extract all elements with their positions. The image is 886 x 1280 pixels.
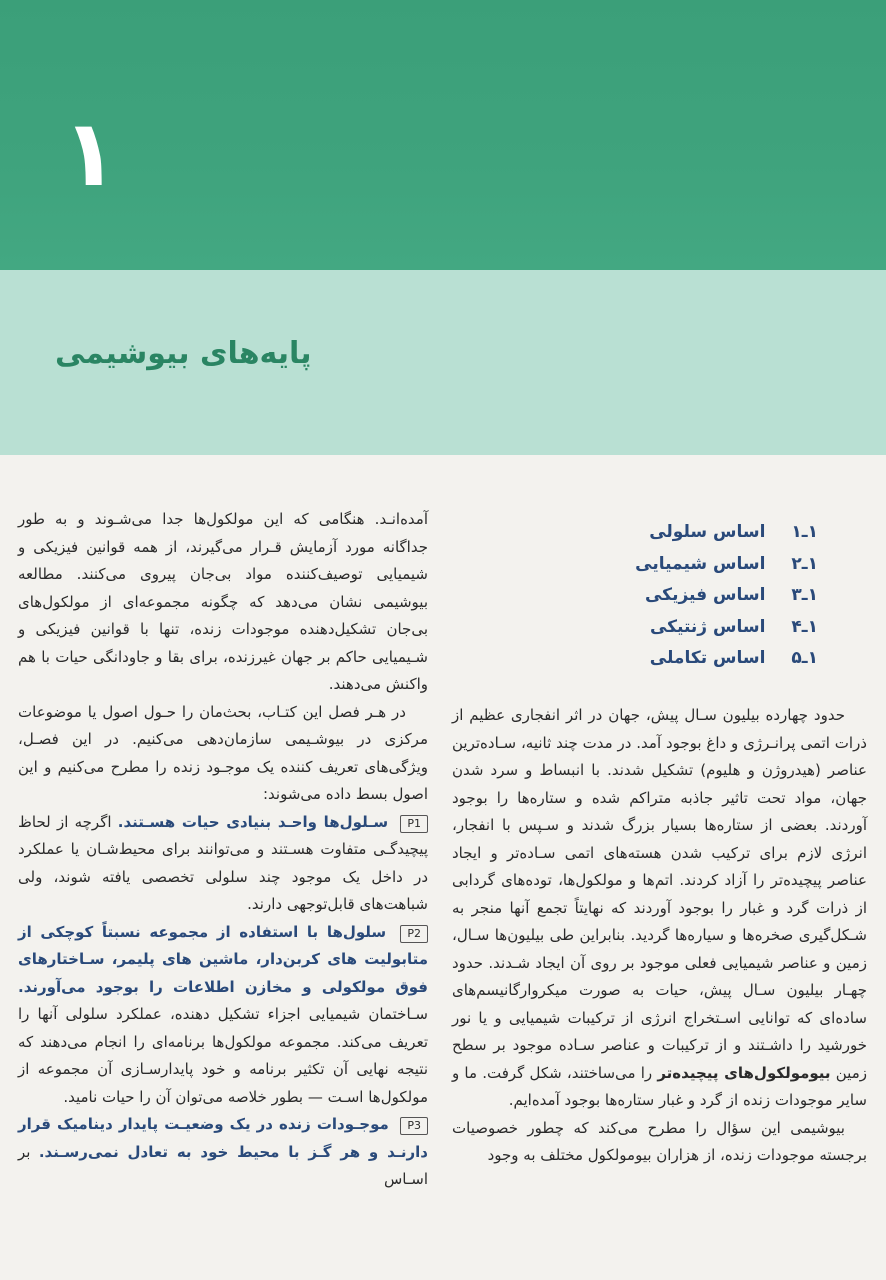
section-label: اساس تکاملی (649, 648, 766, 668)
section-number: ۱ـ۲ (791, 553, 818, 574)
principle-text: اگرچه از لحاظ پیچیدگـی متفاوت هسـتند و می‌توانند برای محیط‌شـان یا عملکرد در داخل یک موجود چند سلولی تخصصی یافته شوند، ولی شباهت‌های قابل‌توجهی دارند. (18, 812, 428, 913)
intro-paragraph (452, 702, 867, 1115)
intro-bold-term: بیومولکول‌های پیچیده‌تر (657, 1063, 831, 1082)
principle-marker: P3 (400, 1117, 428, 1135)
section-label: اساس شیمیایی (635, 553, 766, 574)
section-item[interactable] (635, 648, 818, 680)
section-item[interactable] (635, 585, 818, 617)
chapter-title: پایه‌های بیوشیمی (55, 336, 312, 371)
section-list (635, 522, 818, 680)
principle-statement: سلول‌ها با استفاده از مجموعه نسبتاً کوچکی از متابولیت های کربن‌دار، ماشین های پلیمر، سـاختارهای فوق مولکولی و مخازن اطلاعات را بوجود می‌آورند. (18, 922, 428, 996)
principle-marker: P2 (400, 925, 428, 943)
chapter-header-band (0, 0, 886, 270)
left-text-column (18, 506, 428, 1194)
second-paragraph: بیوشیمی این سؤال را مطرح می‌کند که چطور خصوصیات برجسته موجودات زنده، از هزاران بیومولکول مختلف به وجود (452, 1118, 867, 1164)
section-label: اساس سلولی (649, 522, 766, 542)
section-number: ۱ـ۴ (791, 616, 818, 637)
principle-p1 (18, 809, 428, 919)
section-item[interactable] (635, 554, 818, 586)
section-label: اساس ژنتیکی (649, 616, 766, 637)
principle-statement: سـلول‌ها واحـد بنیادی حیات هسـتند. (117, 812, 389, 831)
section-label: اساس فیزیکی (644, 585, 766, 605)
section-item[interactable] (635, 522, 818, 554)
principle-p3 (18, 1111, 428, 1194)
section-number: ۱ـ۵ (791, 648, 818, 668)
principle-p2 (18, 919, 428, 1112)
principle-text: سـاختمان شیمیایی اجزاء تشکیل دهنده، عملکرد سلولی آنها را تعریف می‌کند. مجموعه مولکول‌ها برنامه‌ای را انجام می‌دهند که نتیجه نهایی آن تکثیر برنامه و خود پایدارسـازی آن مجموعه از مولکول‌ها اسـت — بطور خلاصه می‌توان آن را حیات نامید. (18, 1005, 428, 1106)
principle-text: بر اسـاس (18, 1142, 428, 1188)
intro-text-end: را می‌ساختند، شکل گرفت. ما و سایر موجودات زنده از گرد و غبار ستاره‌ها بوجود آمده‌ایم. (452, 1063, 867, 1109)
right-text-column (452, 702, 867, 1170)
chapter-number: ۱ (62, 100, 119, 207)
principle-statement: موجـودات زنده در یک وضعیـت پایدار دینامیک قرار دارنـد و هر گـز با محیط خود به تعادل نمی‌رسـند. (18, 1115, 428, 1161)
section-number: ۱ـ۳ (791, 585, 818, 605)
section-item[interactable] (635, 617, 818, 649)
section-number: ۱ـ۱ (791, 522, 818, 542)
principles-intro-paragraph: در هـر فصل این کتـاب، بحث‌مان را حـول اصول یا موضوعات مرکزی در بیوشـیمی سازمان‌دهی می‌کنیم. در این فصـل، ویژگی‌های تعریف کننده یک موجـود زنده را مطرح می‌کنیم و این اصول بسط داده می‌شوند: (18, 702, 428, 803)
principle-marker: P1 (400, 815, 428, 833)
intro-text: حدود چهارده بیلیون سـال پیش، جهان در اثر انفجاری عظیم از ذرات اتمی پرانـرژی و داغ بوجود آمد. در مدت چند ثانیه، سـاده‌ترین عناصر (هیدروژن و هلیوم) تشکیل شدند. با انبساط و سرد شدن جهان، مواد تحت تاثیر جاذبه متراکم شده و ستاره‌ها را بوجود آوردند. بعضی از ستاره‌ها بسیار بزرگ شدند و سـپس با انفجار، انرژی لازم برای ترکیب شدن هسته‌های اتمی سـاده‌تر و ایجاد عناصر پیچیده‌تر را آزاد کردند. اتم‌ها و مولکول‌ها، توده‌های گردابی از ذرات گرد و غبار را بوجود آوردند که نهایتاً تجمع آنها منجر به شـکل‌گیری صخره‌ها و سیاره‌ها گردید. بنابراین طی بیلیون‌ها سـال، زمین و عناصر شیمیایی فعلی موجود بر روی آن ایجاد شـدند. حدود چهـار بیلیون سـال پیش، حیات به صورت میکروارگانیسم‌های ساده‌ای که توانایی اسـتخراج انرژی از ترکیبات شیمیایی و یا نور خورشید را داشـتند و از ترکیبات و عناصر سـاده موجود بر سطح زمین (452, 706, 867, 1082)
continuation-paragraph: آمده‌انـد. هنگامی که این مولکول‌ها جدا می‌شـوند و به طور جداگانه مورد آزمایش قـرار می‌گیرند، از همه قوانین فیزیکی و شیمیایی توصیف‌کننده مواد بی‌جان پیروی می‌کنند. مطالعه بیوشیمی نشان می‌دهد که چگونه مجموعه‌ای از مولکول‌های بی‌جان تشکیل‌دهنده موجودات زنده، تنها با قوانین فیزیکی و شـیمیایی حاکم بر جهان غیرزنده، برای بقا و جاودانگی حیات با هم واکنش می‌دهند. (18, 510, 428, 693)
